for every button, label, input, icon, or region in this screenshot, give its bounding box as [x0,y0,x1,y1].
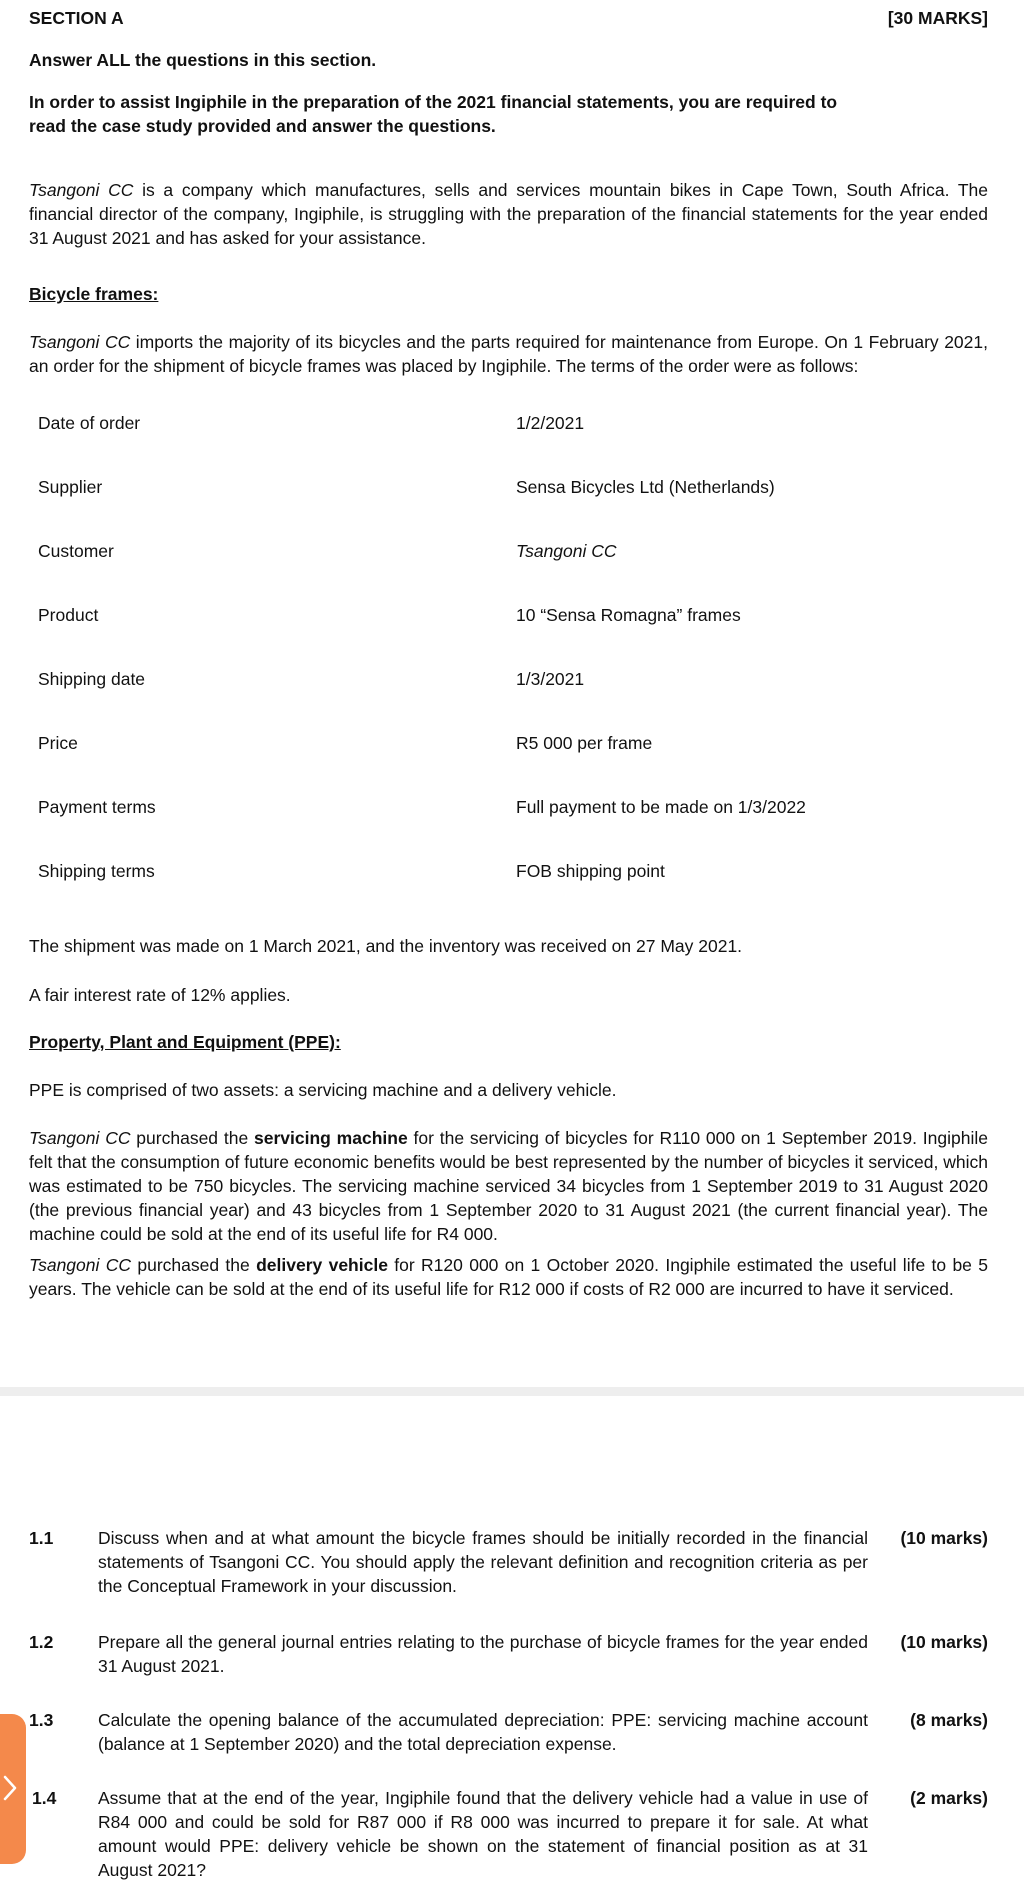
delivery-vehicle-term: delivery vehicle [256,1255,388,1275]
intro-paragraph [29,178,988,250]
bicycle-frames-heading: Bicycle frames: [29,284,159,304]
term-label: Shipping date [38,669,146,689]
term-label: Customer [38,541,114,561]
question-marks: (10 marks) [900,1528,988,1548]
question-number: 1.1 [29,1528,54,1548]
question-text: Assume that at the end of the year, Ingiphile found that the delivery vehicle had a value in use of R84 000 and could be sold for R87 000 if R8 000 was incurred to prepare it for sale. At what amount would PPE: delivery vehicle be shown on the statement of financial position as at 31 August 2021? [98,1788,868,1880]
section-title: SECTION A [29,8,124,28]
question-number: 1.4 [32,1788,57,1808]
term-label: Shipping terms [38,861,155,881]
question-text: Discuss when and at what amount the bicycle frames should be initially recorded in the financial statements of Tsangoni CC. You should apply the relevant definition and recognition criteria as per the Conceptual Framework in your discussion. [98,1528,868,1596]
intro-text: is a company which manufactures, sells and services mountain bikes in Cape Town, South Africa. The financial director of the company, Ingiphile, is struggling with the preparation of the financial statements for the year ended 31 August 2021 and has asked for your assistance. [29,180,988,248]
vehicle-pre: purchased the [131,1255,257,1275]
company-name: Tsangoni CC [29,1128,131,1148]
bicycle-paragraph [29,330,988,378]
chevron-right-icon [2,1774,18,1802]
company-name: Tsangoni CC [29,332,131,352]
term-label: Product [38,605,99,625]
servicing-machine-term: servicing machine [254,1128,408,1148]
question-marks: (10 marks) [900,1632,988,1652]
term-label: Price [38,733,78,753]
servicing-machine-paragraph [29,1126,988,1246]
page-two [0,1396,1024,1902]
ppe-intro: PPE is comprised of two assets: a servicing machine and a delivery vehicle. [29,1080,617,1100]
question-text: Prepare all the general journal entries relating to the purchase of bicycle frames for the year ended 31 August 2021. [98,1632,868,1676]
instruction-assist: In order to assist Ingiphile in the preparation of the 2021 financial statements, you are required to read the case study provided and answer the questions. [29,92,838,136]
section-marks: [30 MARKS] [887,8,988,28]
question-marks: (2 marks) [910,1788,988,1808]
question-text: Calculate the opening balance of the accumulated depreciation: PPE: servicing machine account (balance at 1 September 2020) and the total depreciation expense. [98,1710,868,1754]
term-value: 10 “Sensa Romagna” frames [516,605,741,625]
question-marks: (8 marks) [910,1710,988,1730]
term-value: FOB shipping point [516,861,665,881]
question-number: 1.3 [29,1710,54,1730]
delivery-vehicle-paragraph [29,1253,988,1301]
term-value: Sensa Bicycles Ltd (Netherlands) [516,477,775,497]
company-name: Tsangoni CC [29,1255,132,1275]
machine-pre: purchased the [130,1128,255,1148]
machine-text: for the servicing of bicycles for R110 000 on 1 September 2019. Ingiphile felt that the consumption of future economic benefits would be best represented by the number of bicycles it serviced, which was estimated to be 750 bicycles. The servicing machine serviced 34 bicycles from 1 September 2019 to 31 August 2020 (the previous financial year) and 43 bicycles from 1 September 2020 to 31 August 2021 (the current financial year). The machine could be sold at the end of its useful life for R4 000. [29,1128,988,1244]
term-value: R5 000 per frame [516,733,653,753]
side-panel-toggle[interactable] [0,1714,26,1864]
term-value: 1/2/2021 [516,413,585,433]
term-value: 1/3/2021 [516,669,585,689]
page-divider [0,1387,1024,1396]
ppe-heading: Property, Plant and Equipment (PPE): [29,1032,341,1052]
question-number: 1.2 [29,1632,54,1652]
company-name: Tsangoni CC [29,180,134,200]
vehicle-text: for R120 000 on 1 October 2020. Ingiphile estimated the useful life to be 5 years. The vehicle can be sold at the end of its useful life for R12 000 if costs of R2 000 are incurred to have it serviced. [29,1255,988,1299]
term-label: Supplier [38,477,103,497]
term-label: Date of order [38,413,141,433]
term-value: Tsangoni CC [516,541,617,561]
instruction-answer-all: Answer ALL the questions in this section. [29,50,377,70]
interest-note: A fair interest rate of 12% applies. [29,985,291,1005]
bicycle-text: imports the majority of its bicycles and the parts required for maintenance from Europe. On 1 February 2021, an order for the shipment of bicycle frames was placed by Ingiphile. The terms of the order were as follows: [29,332,988,376]
term-label: Payment terms [38,797,156,817]
shipment-note: The shipment was made on 1 March 2021, and the inventory was received on 27 May 2021. [29,936,743,956]
term-value: Full payment to be made on 1/3/2022 [516,797,806,817]
